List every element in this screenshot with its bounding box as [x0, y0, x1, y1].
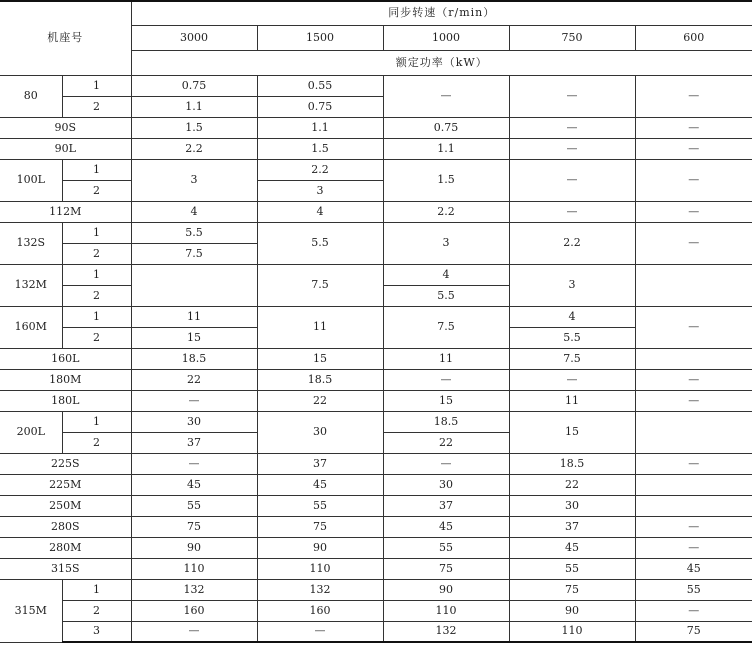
power-600-cell: [635, 264, 752, 306]
sub-cell: 1: [62, 222, 131, 243]
frame-cell: 180L: [0, 390, 131, 411]
power-600-cell: —: [635, 390, 752, 411]
power-750-cell: —: [509, 117, 635, 138]
power-1500-cell: 18.5: [257, 369, 383, 390]
table-row: [0, 117, 752, 138]
power-600-cell: 45: [635, 558, 752, 579]
frame-cell: 90S: [0, 117, 131, 138]
power-750-cell: —: [509, 159, 635, 201]
power-1000-cell: 45: [383, 516, 509, 537]
power-1500-cell: 7.5: [257, 264, 383, 306]
table-row: [0, 579, 752, 600]
power-600-cell: —: [635, 537, 752, 558]
frame-cell: 132S: [0, 222, 62, 264]
frame-cell: 160M: [0, 306, 62, 348]
power-3000-cell: —: [131, 621, 257, 642]
power-600-cell: [635, 411, 752, 453]
table-row: [0, 411, 752, 432]
frame-cell: 225S: [0, 453, 131, 474]
power-3000-cell: 22: [131, 369, 257, 390]
power-1500-cell: 90: [257, 537, 383, 558]
power-1000-cell: 37: [383, 495, 509, 516]
power-600-cell: 55: [635, 579, 752, 600]
power-3000-cell: 0.75: [131, 75, 257, 96]
power-3000-cell: 11: [131, 306, 257, 327]
power-750-cell: 18.5: [509, 453, 635, 474]
power-1500-cell: 1.1: [257, 117, 383, 138]
power-750-cell: —: [509, 75, 635, 117]
power-1500-cell: 3: [257, 180, 383, 201]
power-1500-cell: 37: [257, 453, 383, 474]
power-1000-cell: 132: [383, 621, 509, 642]
sub-cell: 1: [62, 411, 131, 432]
power-3000-cell: 30: [131, 411, 257, 432]
power-600-cell: —: [635, 600, 752, 621]
power-600-cell: —: [635, 306, 752, 348]
speed-1500-header: 1500: [257, 25, 383, 50]
power-600-cell: [635, 495, 752, 516]
power-3000-cell: —: [131, 390, 257, 411]
power-1000-cell: 30: [383, 474, 509, 495]
power-1500-cell: 55: [257, 495, 383, 516]
power-1500-cell: 75: [257, 516, 383, 537]
power-750-cell: 30: [509, 495, 635, 516]
speed-3000-header: 3000: [131, 25, 257, 50]
table-row: [0, 75, 752, 96]
power-750-cell: 7.5: [509, 348, 635, 369]
power-3000-cell: 18.5: [131, 348, 257, 369]
power-1500-cell: 22: [257, 390, 383, 411]
sub-cell: 2: [62, 96, 131, 117]
table-row: [0, 390, 752, 411]
power-1500-cell: 4: [257, 201, 383, 222]
power-750-cell: —: [509, 138, 635, 159]
power-600-cell: —: [635, 516, 752, 537]
table-row: [0, 558, 752, 579]
power-1500-cell: 30: [257, 411, 383, 453]
sub-cell: 2: [62, 243, 131, 264]
table-row: [0, 201, 752, 222]
power-3000-cell: 90: [131, 537, 257, 558]
power-750-cell: 11: [509, 390, 635, 411]
power-750-cell: 110: [509, 621, 635, 642]
frame-cell: 280M: [0, 537, 131, 558]
frame-cell: 200L: [0, 411, 62, 453]
power-750-cell: —: [509, 369, 635, 390]
power-600-cell: [635, 348, 752, 369]
power-1500-cell: 45: [257, 474, 383, 495]
power-3000-cell: 37: [131, 432, 257, 453]
sub-cell: 2: [62, 327, 131, 348]
power-header: 额定功率（kW）: [131, 50, 752, 75]
power-750-cell: —: [509, 201, 635, 222]
frame-header: 机座号: [0, 1, 131, 75]
sub-cell: 2: [62, 432, 131, 453]
power-600-cell: [635, 474, 752, 495]
power-600-cell: —: [635, 369, 752, 390]
power-3000-cell: 4: [131, 201, 257, 222]
sub-cell: 1: [62, 306, 131, 327]
power-1500-cell: 2.2: [257, 159, 383, 180]
power-1500-cell: 0.55: [257, 75, 383, 96]
table-row: [0, 453, 752, 474]
power-750-cell: 22: [509, 474, 635, 495]
power-1000-cell: 75: [383, 558, 509, 579]
power-750-cell: 15: [509, 411, 635, 453]
power-1500-cell: 1.5: [257, 138, 383, 159]
speed-header: 同步转速（r/min）: [131, 1, 752, 25]
frame-cell: 132M: [0, 264, 62, 306]
sub-cell: 1: [62, 159, 131, 180]
power-750-cell: 55: [509, 558, 635, 579]
power-600-cell: —: [635, 201, 752, 222]
table-row: [0, 306, 752, 327]
power-600-cell: —: [635, 159, 752, 201]
power-3000-cell: 7.5: [131, 243, 257, 264]
power-3000-cell: 110: [131, 558, 257, 579]
power-3000-cell: 132: [131, 579, 257, 600]
power-1000-cell: 7.5: [383, 306, 509, 348]
frame-cell: 90L: [0, 138, 131, 159]
power-600-cell: —: [635, 117, 752, 138]
frame-cell: 100L: [0, 159, 62, 201]
power-3000-cell: 1.1: [131, 96, 257, 117]
table-row: [0, 348, 752, 369]
frame-cell: 180M: [0, 369, 131, 390]
sub-cell: 1: [62, 264, 131, 285]
power-1000-cell: 18.5: [383, 411, 509, 432]
power-3000-cell: 1.5: [131, 117, 257, 138]
power-1500-cell: 15: [257, 348, 383, 369]
power-1500-cell: 110: [257, 558, 383, 579]
power-1000-cell: 22: [383, 432, 509, 453]
table-row: [0, 474, 752, 495]
frame-cell: 280S: [0, 516, 131, 537]
frame-cell: 112M: [0, 201, 131, 222]
power-3000-cell: —: [131, 453, 257, 474]
power-1500-cell: 5.5: [257, 222, 383, 264]
power-3000-cell: 5.5: [131, 222, 257, 243]
power-3000-cell: 160: [131, 600, 257, 621]
table-row: [0, 138, 752, 159]
power-1000-cell: 4: [383, 264, 509, 285]
sub-cell: 2: [62, 285, 131, 306]
power-1000-cell: 11: [383, 348, 509, 369]
power-1500-cell: 0.75: [257, 96, 383, 117]
power-1000-cell: 0.75: [383, 117, 509, 138]
power-750-cell: 90: [509, 600, 635, 621]
power-750-cell: 3: [509, 264, 635, 306]
table-row: [0, 222, 752, 243]
power-750-cell: 75: [509, 579, 635, 600]
table-row: [0, 264, 752, 285]
power-3000-cell: 75: [131, 516, 257, 537]
power-3000-cell: [131, 264, 257, 306]
power-1000-cell: 90: [383, 579, 509, 600]
frame-cell: 225M: [0, 474, 131, 495]
power-1000-cell: —: [383, 453, 509, 474]
frame-cell: 160L: [0, 348, 131, 369]
power-750-cell: 2.2: [509, 222, 635, 264]
power-3000-cell: 15: [131, 327, 257, 348]
frame-cell: 315M: [0, 579, 62, 642]
table-row: [0, 621, 752, 642]
power-1000-cell: 110: [383, 600, 509, 621]
power-750-cell: 4: [509, 306, 635, 327]
power-1000-cell: 1.1: [383, 138, 509, 159]
power-1000-cell: —: [383, 75, 509, 117]
power-1500-cell: 11: [257, 306, 383, 348]
power-600-cell: 75: [635, 621, 752, 642]
sub-cell: 1: [62, 579, 131, 600]
table-row: [0, 495, 752, 516]
power-600-cell: —: [635, 75, 752, 117]
power-1000-cell: —: [383, 369, 509, 390]
power-1000-cell: 2.2: [383, 201, 509, 222]
power-1000-cell: 15: [383, 390, 509, 411]
frame-cell: 250M: [0, 495, 131, 516]
power-600-cell: —: [635, 453, 752, 474]
speed-750-header: 750: [509, 25, 635, 50]
power-600-cell: —: [635, 222, 752, 264]
power-1500-cell: 160: [257, 600, 383, 621]
power-750-cell: 45: [509, 537, 635, 558]
speed-1000-header: 1000: [383, 25, 509, 50]
power-600-cell: —: [635, 138, 752, 159]
power-1000-cell: 3: [383, 222, 509, 264]
power-1000-cell: 5.5: [383, 285, 509, 306]
table-row: [0, 600, 752, 621]
power-750-cell: 37: [509, 516, 635, 537]
frame-cell: 80: [0, 75, 62, 117]
frame-cell: 315S: [0, 558, 131, 579]
speed-600-header: 600: [635, 25, 752, 50]
power-1500-cell: 132: [257, 579, 383, 600]
table-row: [0, 537, 752, 558]
table-row: [0, 369, 752, 390]
power-3000-cell: 3: [131, 159, 257, 201]
sub-cell: 2: [62, 180, 131, 201]
sub-cell: 3: [62, 621, 131, 642]
power-1500-cell: —: [257, 621, 383, 642]
power-3000-cell: 2.2: [131, 138, 257, 159]
power-1000-cell: 55: [383, 537, 509, 558]
power-750-cell: 5.5: [509, 327, 635, 348]
table-row: [0, 159, 752, 180]
table-row: [0, 516, 752, 537]
sub-cell: 1: [62, 75, 131, 96]
power-1000-cell: 1.5: [383, 159, 509, 201]
power-3000-cell: 55: [131, 495, 257, 516]
sub-cell: 2: [62, 600, 131, 621]
power-3000-cell: 45: [131, 474, 257, 495]
